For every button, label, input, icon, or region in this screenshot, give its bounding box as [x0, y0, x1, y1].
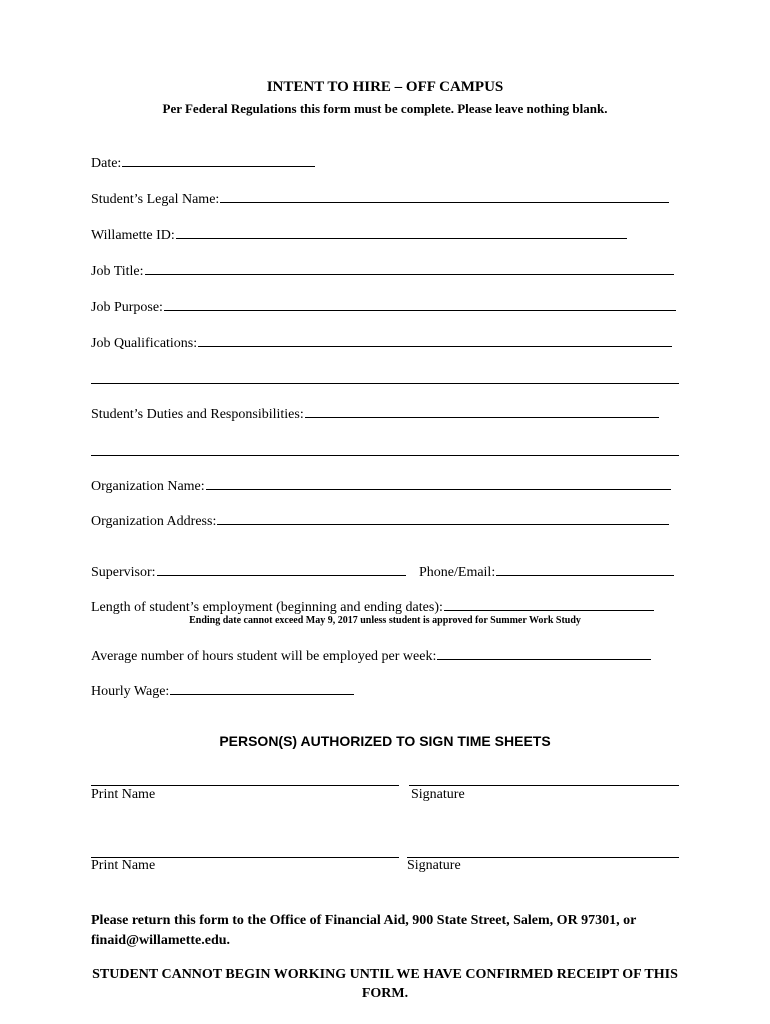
job-title-row	[91, 260, 674, 280]
org-name-row	[91, 475, 671, 495]
job-title-label: Job Title:	[91, 264, 144, 279]
print-name-label-1: Print Name	[91, 787, 156, 802]
print-name-label-2: Print Name	[91, 858, 156, 873]
job-qualifications-extra-line[interactable]	[91, 383, 679, 384]
org-address-row	[91, 510, 669, 530]
job-purpose-field[interactable]	[164, 296, 676, 311]
legal-name-row	[91, 188, 669, 208]
employment-length-label: Length of student’s employment (beginning and ending dates):	[91, 600, 443, 615]
job-purpose-row	[91, 296, 676, 316]
hours-field[interactable]	[437, 645, 651, 660]
willamette-id-label: Willamette ID:	[91, 228, 175, 243]
supervisor-label: Supervisor:	[91, 565, 156, 580]
receipt-warning: STUDENT CANNOT BEGIN WORKING UNTIL WE HAVE CONFIRMED RECEIPT OF THIS FORM.	[92, 967, 678, 1001]
hours-label: Average number of hours student will be employed per week:	[91, 649, 437, 664]
willamette-id-field[interactable]	[176, 224, 627, 239]
supervisor-row	[91, 561, 406, 581]
phone-email-row	[419, 561, 674, 581]
hours-row	[91, 645, 651, 665]
employment-length-row	[91, 596, 654, 616]
legal-name-field[interactable]	[220, 188, 669, 203]
print-name-line-1[interactable]	[91, 785, 399, 786]
date-label: Date:	[91, 156, 122, 171]
legal-name-label: Student’s Legal Name:	[91, 192, 220, 207]
duties-field[interactable]	[305, 403, 659, 418]
wage-field[interactable]	[170, 680, 354, 695]
supervisor-field[interactable]	[157, 561, 406, 576]
duties-extra-line[interactable]	[91, 455, 679, 456]
phone-email-field[interactable]	[496, 561, 674, 576]
authorized-heading: PERSON(S) AUTHORIZED TO SIGN TIME SHEETS	[219, 733, 551, 749]
job-qualifications-field[interactable]	[198, 332, 672, 347]
employment-length-field[interactable]	[444, 596, 654, 611]
date-row	[91, 152, 315, 172]
signature-label-1: Signature	[411, 787, 465, 802]
wage-row	[91, 680, 354, 700]
wage-label: Hourly Wage:	[91, 684, 170, 699]
employment-note: Ending date cannot exceed May 9, 2017 unless student is approved for Summer Work Study	[189, 615, 581, 626]
duties-label: Student’s Duties and Responsibilities:	[91, 407, 304, 422]
form-subtitle: Per Federal Regulations this form must be complete. Please leave nothing blank.	[162, 101, 608, 116]
form-title: INTENT TO HIRE – OFF CAMPUS	[266, 79, 504, 95]
job-title-field[interactable]	[145, 260, 674, 275]
duties-row	[91, 403, 659, 423]
phone-email-label: Phone/Email:	[419, 565, 496, 580]
org-name-field[interactable]	[206, 475, 671, 490]
job-qualifications-label: Job Qualifications:	[91, 336, 198, 351]
org-address-field[interactable]	[217, 510, 669, 525]
org-name-label: Organization Name:	[91, 479, 205, 494]
date-field[interactable]	[122, 152, 315, 167]
org-address-label: Organization Address:	[91, 514, 217, 529]
return-instructions: Please return this form to the Office of Financial Aid, 900 State Street, Salem, OR 97301, or finaid@willamette.edu.	[91, 913, 637, 948]
job-qualifications-row	[91, 332, 672, 352]
willamette-id-row	[91, 224, 627, 244]
job-purpose-label: Job Purpose:	[91, 300, 163, 315]
signature-label-2: Signature	[407, 858, 461, 873]
signature-line-1[interactable]	[409, 785, 679, 786]
